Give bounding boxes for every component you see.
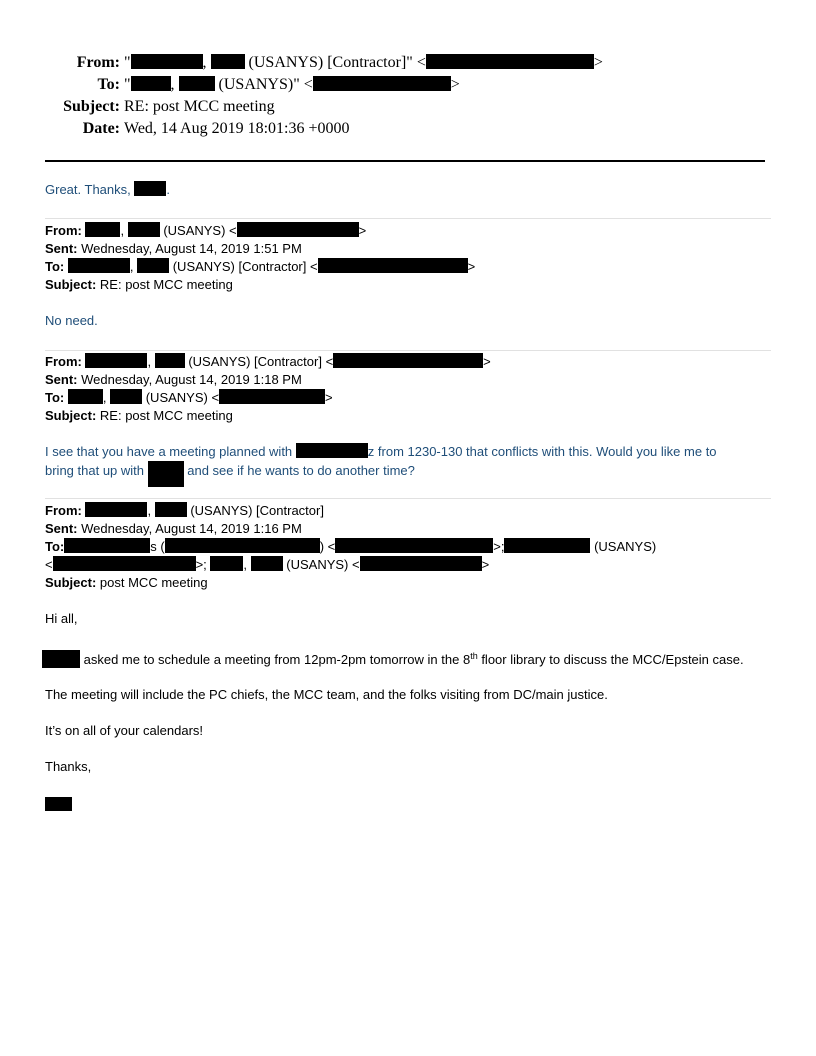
quote3-sent: Sent: Wednesday, August 14, 2019 1:16 PM <box>45 521 302 536</box>
header-subject-label: Subject: <box>63 98 120 115</box>
quote2-from: From: , (USANYS) [Contractor] < > <box>45 354 491 369</box>
redaction <box>68 258 130 273</box>
quote2-to: To: , (USANYS) < > <box>45 390 333 405</box>
reply-text: Great. Thanks, . <box>45 182 170 197</box>
redaction <box>179 76 215 91</box>
message-separator <box>45 218 771 219</box>
redaction <box>504 538 590 553</box>
redaction <box>313 76 451 91</box>
redaction <box>85 222 120 237</box>
quote1-sent: Sent: Wednesday, August 14, 2019 1:51 PM <box>45 241 302 256</box>
reply-message <box>45 181 773 199</box>
quoted-message-2 <box>45 353 773 479</box>
message-separator <box>45 498 771 499</box>
quote3-to-line1: To: s ( ) < >; (USANYS) <box>45 539 657 554</box>
redaction <box>219 389 325 404</box>
quote2-body-line2: bring that up with and see if he wants to do another time? <box>45 461 773 479</box>
redaction <box>131 54 203 69</box>
redaction <box>68 389 103 404</box>
redaction <box>360 556 482 571</box>
redaction <box>45 797 72 811</box>
header-subject-row <box>0 96 816 118</box>
redaction <box>85 502 147 517</box>
header-from-label: From: <box>76 54 120 71</box>
redaction <box>42 650 80 668</box>
redaction <box>251 556 283 571</box>
header-divider <box>45 160 765 162</box>
redaction <box>237 222 359 237</box>
quote1-from: From: , (USANYS) < > <box>45 223 367 238</box>
quote3-signature <box>45 797 773 812</box>
quote3-signoff: Thanks, <box>45 759 92 774</box>
redaction <box>165 538 320 553</box>
redaction <box>426 54 594 69</box>
redaction <box>131 76 171 91</box>
header-date-value: Wed, 14 Aug 2019 18:01:36 +0000 <box>124 120 350 137</box>
redaction <box>148 461 184 487</box>
header-to-label: To: <box>97 76 120 93</box>
header-from-row <box>0 52 816 74</box>
redaction <box>335 538 493 553</box>
redaction <box>64 538 150 553</box>
header-from-value: " , (USANYS) [Contractor]" < > <box>124 54 603 71</box>
redaction <box>155 353 185 368</box>
quoted-message-3 <box>45 502 773 592</box>
redaction <box>211 54 245 69</box>
quote3-paragraph-1: asked me to schedule a meeting from 12pm-2pm tomorrow in the 8th floor library to discuss the MCC/Epstein case. <box>45 650 773 668</box>
quote3-to-line2: < >; , (USANYS) < > <box>45 557 490 572</box>
redaction <box>296 443 368 458</box>
quote2-sent: Sent: Wednesday, August 14, 2019 1:18 PM <box>45 372 302 387</box>
quote3-subject: Subject: post MCC meeting <box>45 575 208 590</box>
header-date-label: Date: <box>82 120 120 137</box>
redaction <box>333 353 483 368</box>
quote1-body: No need. <box>45 313 98 328</box>
quote3-greeting: Hi all, <box>45 611 78 626</box>
redaction <box>318 258 468 273</box>
redaction <box>85 353 147 368</box>
header-to-value: " , (USANYS)" < > <box>124 76 460 93</box>
quoted-message-1 <box>45 222 773 330</box>
quote3-paragraph-2: The meeting will include the PC chiefs, the MCC team, and the folks visiting from DC/main justice. <box>45 687 608 702</box>
quote2-subject: Subject: RE: post MCC meeting <box>45 408 233 423</box>
redaction <box>210 556 243 571</box>
redaction <box>53 556 196 571</box>
quote3-from: From: , (USANYS) [Contractor] <box>45 503 324 518</box>
header-to-row <box>0 74 816 96</box>
message-separator <box>45 350 771 351</box>
header-date-row <box>0 118 816 140</box>
quote1-to: To: , (USANYS) [Contractor] < > <box>45 259 476 274</box>
redaction <box>137 258 169 273</box>
email-header <box>0 52 816 140</box>
redaction <box>134 181 166 196</box>
quote1-subject: Subject: RE: post MCC meeting <box>45 277 233 292</box>
redaction <box>128 222 160 237</box>
quote2-body-line1: I see that you have a meeting planned with z from 1230-130 that conflicts with this. Would you like me to <box>45 444 717 459</box>
header-subject-value: RE: post MCC meeting <box>124 98 275 115</box>
quote3-paragraph-3: It’s on all of your calendars! <box>45 723 204 738</box>
redaction <box>155 502 187 517</box>
redaction <box>110 389 142 404</box>
